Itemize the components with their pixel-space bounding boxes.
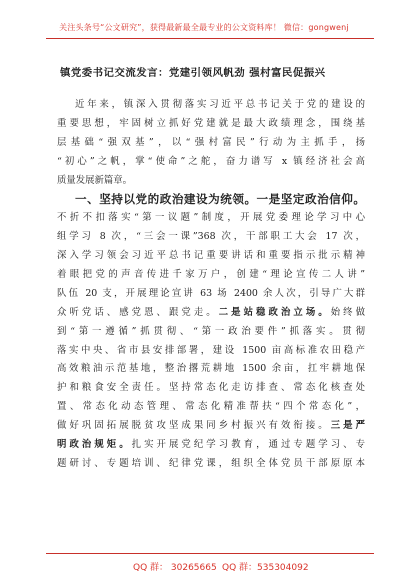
text-segment: 层基础“强双基”，以“强村富民”行动为主抓手，扬 — [57, 136, 365, 148]
text-line — [57, 153, 365, 172]
bold-text-segment: 一、坚持以党的政治建设为统领。一是坚定政治信仰。 — [75, 192, 365, 207]
text-line — [57, 398, 365, 417]
bold-text-segment: 二是站稳政治立场。 — [218, 306, 331, 318]
text-line — [57, 304, 365, 323]
text-segment: 众听党话、感党恩、跟党走。 — [57, 306, 219, 318]
text-segment: 组学习 8 次，“三会一课”368 次，干部职工大会 17 次， — [57, 231, 365, 243]
header-banner: 关注头条号“公文研究”，获得最新最全最专业的公文资料库！ 微信：gongwenj — [59, 23, 349, 32]
text-line — [57, 190, 365, 209]
text-segment: 质量发展新篇章。 — [57, 174, 133, 186]
text-segment: 队伍 20 支，开展理论宣讲 63 场 2400 余人次，引导广大群 — [57, 287, 365, 299]
text-segment: 做好巩固拓展脱贫攻坚成果同乡村振兴有效衔接。 — [57, 420, 331, 432]
text-line — [57, 96, 365, 115]
text-line — [57, 342, 365, 361]
text-line — [57, 285, 365, 304]
footer-divider — [46, 553, 374, 554]
text-segment: 置、常态化动态管理、常态化精准帮扶“四个常态化”， — [57, 401, 365, 413]
text-line — [57, 266, 365, 285]
text-segment: 不折不扣落实“第一议题”制度，开展党委理论学习中心 — [57, 212, 365, 224]
text-segment: 护和粮食安全责任。坚持常态化走访排查、常态化核查处 — [57, 382, 365, 394]
document-body — [57, 96, 365, 474]
text-segment: 着眼把党的声音传进千家万户，创建“理论宣传二人讲” — [57, 269, 365, 281]
text-segment: 扎实开展党纪学习教育，通过专题学习、专 — [131, 439, 365, 451]
text-line — [57, 115, 365, 134]
qq-group-1: QQ 群： 30265665 — [133, 563, 217, 573]
bold-text-segment: 明政治规矩。 — [57, 439, 132, 451]
text-segment: 近年来，镇深入贯彻落实习近平总书记关于党的建设的 — [75, 99, 365, 110]
document-title: 镇党委书记交流发言：党建引领风帆劲 强村富民促振兴 — [60, 67, 326, 79]
text-line — [57, 379, 365, 398]
text-line — [57, 172, 365, 191]
qq-group-2: QQ 群：535304092 — [222, 563, 309, 573]
header-divider — [46, 38, 374, 39]
text-segment: 始终做 — [330, 306, 365, 318]
text-line — [57, 228, 365, 247]
text-line — [57, 417, 365, 436]
text-segment: 题研讨、专题培训、纪律党课，组织全体党员干部原原本 — [57, 457, 365, 469]
text-line — [57, 134, 365, 153]
text-segment: 到“第一遵循”抓贯彻、“第一政治要件”抓落实。贯彻 — [57, 325, 365, 337]
text-segment: 落实中央、省市县安排部署，建设 1500 亩高标准农田稳产 — [57, 344, 365, 356]
text-line — [57, 360, 365, 379]
text-segment: 重要思想，牢固树立抓好党建就是最大政绩理念，围绕基 — [57, 117, 365, 129]
text-segment: “初心”之帆，掌“使命”之舵，奋力谱写 x 镇经济社会高 — [57, 155, 365, 167]
text-segment: 深入学习领会习近平总书记重要讲话和重要指示批示精神 — [57, 250, 365, 262]
text-segment: 高效粮油示范基地，整治撂荒耕地 1500 余亩，扛牢耕地保 — [57, 363, 365, 375]
text-line — [57, 436, 365, 455]
text-line — [57, 209, 365, 228]
text-line — [57, 247, 365, 266]
text-line — [57, 323, 365, 342]
bold-text-segment: 三是严 — [330, 420, 365, 432]
text-line — [57, 455, 365, 474]
